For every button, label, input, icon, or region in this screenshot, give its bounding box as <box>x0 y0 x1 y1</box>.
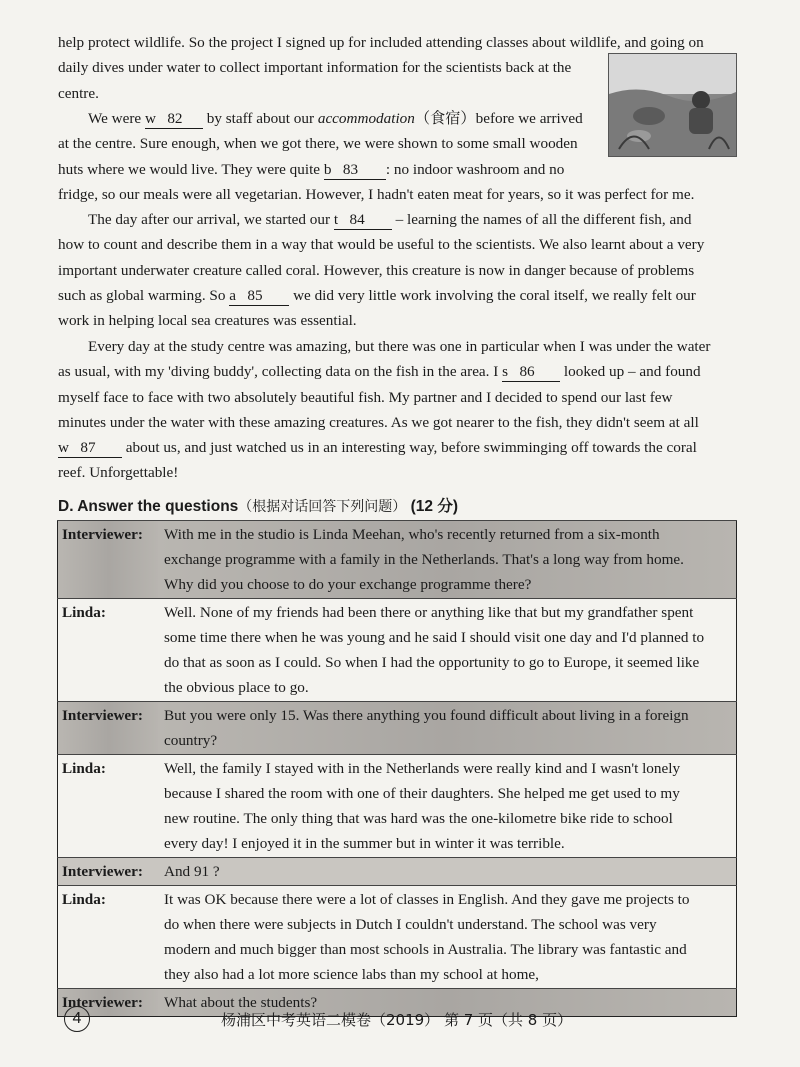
dialogue-row <box>58 886 737 989</box>
speaker-label: Interviewer: <box>58 702 159 755</box>
text-line: daily dives under water to collect important information for the scientists back at the <box>58 59 572 77</box>
dialogue-text: What about the students? <box>158 989 737 1017</box>
section-d-heading: D. Answer the questions（根据对话回答下列问题） (12 分) <box>58 498 458 515</box>
text-line: how to count and describe them in a way that would be useful to the scientists. We also learnt about a very <box>58 236 705 254</box>
blank-85[interactable]: a 85 <box>229 287 289 306</box>
dialogue-row <box>58 599 737 702</box>
dialogue-row <box>58 858 737 886</box>
speaker-label: Linda: <box>58 755 159 858</box>
text-line: minutes under the water with these amazing creatures. As we got nearer to the fish, they didn't seem at all <box>58 413 699 431</box>
dialogue-row <box>58 702 737 755</box>
page-circle-number: 4 <box>64 1006 90 1032</box>
dialogue-table <box>57 520 737 1017</box>
blank-82[interactable]: w 82 <box>145 110 203 129</box>
text-line: huts where we would live. They were quite b 83 : no indoor washroom and no <box>58 160 565 178</box>
paragraph-training <box>58 207 736 333</box>
text-line: The day after our arrival, we started our t 84 – learning the names of all the different fish, and <box>88 211 692 228</box>
dialogue-text: With me in the studio is Linda Meehan, who's recently returned from a six-month exchange programme with a family in the Netherlands. That's a long way from home. Why did you choose to do your exchange programme there? <box>158 521 737 599</box>
text-line: myself face to face with two absolutely beautiful fish. My partner and I decided to spend our last few <box>58 388 673 406</box>
text-line: such as global warming. So a 85 we did very little work involving the coral itself, we really felt our <box>58 286 696 304</box>
text-line: Every day at the study centre was amazing, but there was one in particular when I was under the water <box>88 338 711 355</box>
speaker-label: Linda: <box>58 886 159 989</box>
dialogue-row <box>58 521 737 599</box>
speaker-label: Linda: <box>58 599 159 702</box>
page-footer: 杨浦区中考英语二模卷（2019） 第 7 页（共 8 页） <box>221 1011 573 1029</box>
blank-83[interactable]: b 83 <box>324 161 386 180</box>
dialogue-text: Well, the family I stayed with in the Netherlands were really kind and I wasn't lonely because I shared the room with one of their daughters. She helped me get used to my new routine. The only thing that was hard was the one-kilometre bike ride to school every day! I enjoyed it in the summer but in winter it was terrible. <box>158 755 737 858</box>
blank-87[interactable]: w 87 <box>58 439 122 458</box>
text-line: important underwater creature called coral. However, this creature is now in danger because of problems <box>58 261 695 279</box>
text-line: work in helping local sea creatures was essential. <box>58 312 357 330</box>
blank-86[interactable]: s 86 <box>502 363 560 382</box>
paragraph-accommodation <box>58 106 736 207</box>
dialogue-text: Well. None of my friends had been there or anything like that but my grandfather spent some time there when he was young and he said I should visit one day and I'd planned to do that as soon as I could. So when I had the opportunity to go to Europe, it seemed like the obvious place to go. <box>158 599 737 702</box>
text-line: at the centre. Sure enough, when we got there, we were shown to some small wooden <box>58 135 578 153</box>
speaker-label: Interviewer: <box>58 858 159 886</box>
text-line: reef. Unforgettable! <box>58 464 179 482</box>
blank-91[interactable]: And 91 ? <box>164 863 220 880</box>
text-line: fridge, so our meals were all vegetarian. However, I hadn't eaten meat for years, so it was perfect for me. <box>58 185 695 203</box>
text-line: help protect wildlife. So the project I signed up for included attending classes about wildlife, and going on <box>58 34 704 51</box>
dialogue-row <box>58 755 737 858</box>
dialogue-text: It was OK because there were a lot of classes in English. And they gave me projects to do when there were subjects in Dutch I couldn't understand. The school was very modern and much bigger than most schools in Australia. The library was fantastic and they also had a lot more science labs than my school at home, <box>158 886 737 989</box>
text-line: as usual, with my 'diving buddy', collecting data on the fish in the area. I s 86 looked up – and found <box>58 363 701 381</box>
text-line: w 87 about us, and just watched us in an interesting way, before swimminging off towards the coral <box>58 439 697 457</box>
paragraph-diving-day <box>58 334 736 486</box>
blank-84[interactable]: t 84 <box>334 211 392 230</box>
text-line: We were w 82 by staff about our accommodation（食宿）before we arrived <box>88 110 583 127</box>
dialogue-text <box>158 858 737 886</box>
dialogue-text: But you were only 15. Was there anything you found difficult about living in a foreign country? <box>158 702 737 755</box>
text-line: centre. <box>58 84 99 102</box>
speaker-label: Interviewer: <box>58 989 159 1017</box>
speaker-label: Interviewer: <box>58 521 159 599</box>
